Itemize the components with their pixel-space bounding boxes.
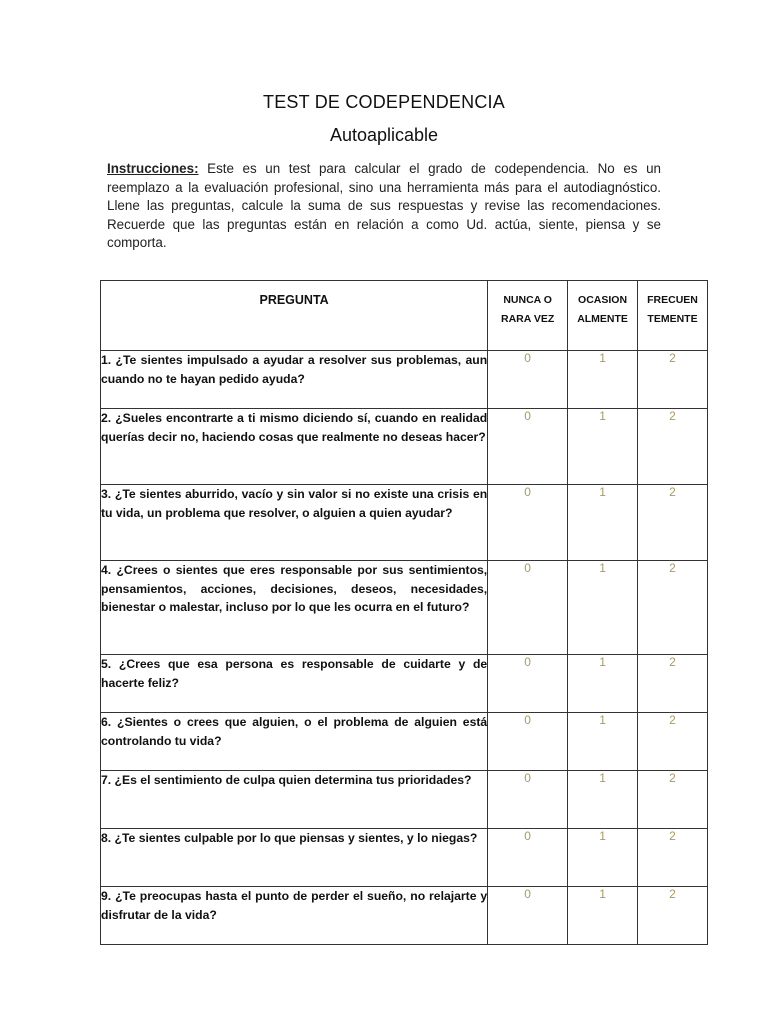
- score-frecuente[interactable]: 2: [638, 561, 708, 655]
- instructions-text: Este es un test para calcular el grado de codependencia. No es un reemplazo a la evaluación profesional, sino una herramienta más para el autodiagnóstico. Llene las preguntas, calcule la suma de sus respuestas y revise las recomendaciones. Recuerde que las preguntas están en relación a como Ud. actúa, siente, piensa y se comporta.: [107, 161, 661, 250]
- table-row: [101, 829, 708, 887]
- question-text: 8. ¿Te sientes culpable por lo que piensas y sientes, y lo niegas?: [101, 829, 488, 887]
- score-nunca[interactable]: 0: [488, 351, 568, 409]
- table-row: [101, 887, 708, 945]
- score-nunca[interactable]: 0: [488, 887, 568, 945]
- score-nunca[interactable]: 0: [488, 485, 568, 561]
- table-row: [101, 351, 708, 409]
- table-row: [101, 485, 708, 561]
- score-frecuente[interactable]: 2: [638, 829, 708, 887]
- question-text: 1. ¿Te sientes impulsado a ayudar a resolver sus problemas, aun cuando no te hayan pedido ayuda?: [101, 351, 488, 409]
- score-frecuente[interactable]: 2: [638, 771, 708, 829]
- score-ocasional[interactable]: 1: [568, 887, 638, 945]
- questions-table: [100, 280, 708, 945]
- score-frecuente[interactable]: 2: [638, 485, 708, 561]
- instructions-paragraph: [107, 160, 661, 253]
- header-frecuente-line2: TEMENTE: [647, 312, 698, 325]
- header-frecuente: [638, 281, 708, 351]
- question-text: 9. ¿Te preocupas hasta el punto de perder el sueño, no relajarte y disfrutar de la vida?: [101, 887, 488, 945]
- question-text: 2. ¿Sueles encontrarte a ti mismo diciendo sí, cuando en realidad querías decir no, haciendo cosas que realmente no deseas hacer?: [101, 409, 488, 485]
- score-frecuente[interactable]: 2: [638, 713, 708, 771]
- score-nunca[interactable]: 0: [488, 409, 568, 485]
- instructions-label: Instrucciones:: [107, 161, 199, 176]
- score-ocasional[interactable]: 1: [568, 713, 638, 771]
- score-frecuente[interactable]: 2: [638, 655, 708, 713]
- score-nunca[interactable]: 0: [488, 713, 568, 771]
- score-ocasional[interactable]: 1: [568, 829, 638, 887]
- header-ocasional-line1: OCASION: [578, 294, 628, 306]
- header-nunca-line1: NUNCA O: [503, 294, 552, 306]
- table-row: [101, 713, 708, 771]
- header-nunca-line2: RARA VEZ: [501, 312, 555, 325]
- document-subtitle: Autoaplicable: [329, 125, 439, 145]
- table-row: [101, 771, 708, 829]
- score-frecuente[interactable]: 2: [638, 351, 708, 409]
- score-nunca[interactable]: 0: [488, 829, 568, 887]
- question-text: 3. ¿Te sientes aburrido, vacío y sin valor si no existe una crisis en tu vida, un problema que resolver, o alguien a quien ayudar?: [101, 485, 488, 561]
- score-ocasional[interactable]: 1: [568, 351, 638, 409]
- score-frecuente[interactable]: 2: [638, 887, 708, 945]
- score-nunca[interactable]: 0: [488, 561, 568, 655]
- score-frecuente[interactable]: 2: [638, 409, 708, 485]
- table-header-row: [101, 281, 708, 351]
- score-ocasional[interactable]: 1: [568, 561, 638, 655]
- score-ocasional[interactable]: 1: [568, 771, 638, 829]
- header-nunca: [488, 281, 568, 351]
- header-ocasional: [568, 281, 638, 351]
- question-text: 4. ¿Crees o sientes que eres responsable por sus sentimientos, pensamientos, acciones, decisiones, deseos, necesidades, bienestar o malestar, incluso por lo que les ocurra en el futuro?: [101, 561, 488, 655]
- score-nunca[interactable]: 0: [488, 771, 568, 829]
- score-ocasional[interactable]: 1: [568, 655, 638, 713]
- header-frecuente-line1: FRECUEN: [647, 294, 698, 306]
- header-ocasional-line2: ALMENTE: [577, 312, 628, 325]
- table-row: [101, 409, 708, 485]
- header-pregunta: PREGUNTA: [101, 281, 488, 351]
- question-text: 6. ¿Sientes o crees que alguien, o el problema de alguien está controlando tu vida?: [101, 713, 488, 771]
- document-title: TEST DE CODEPENDENCIA: [263, 92, 505, 112]
- score-ocasional[interactable]: 1: [568, 485, 638, 561]
- score-nunca[interactable]: 0: [488, 655, 568, 713]
- table-row: [101, 655, 708, 713]
- question-text: 7. ¿Es el sentimiento de culpa quien determina tus prioridades?: [101, 771, 488, 829]
- question-text: 5. ¿Crees que esa persona es responsable de cuidarte y de hacerte feliz?: [101, 655, 488, 713]
- table-row: [101, 561, 708, 655]
- score-ocasional[interactable]: 1: [568, 409, 638, 485]
